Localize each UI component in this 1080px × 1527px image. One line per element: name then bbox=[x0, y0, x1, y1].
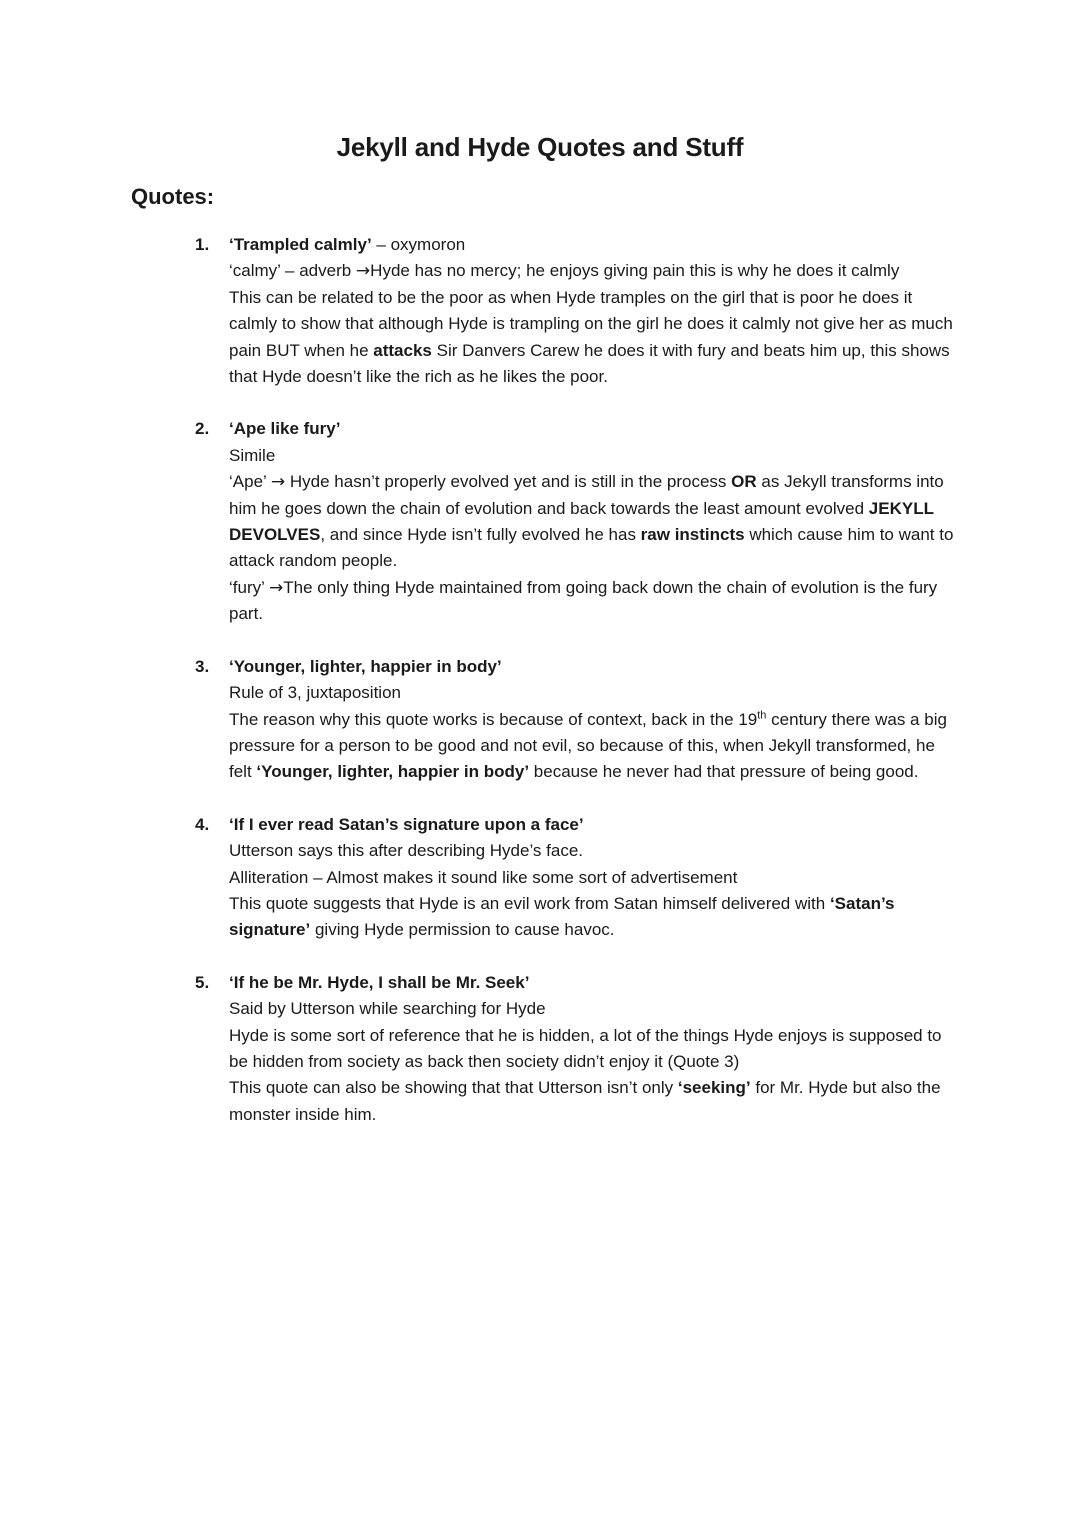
analysis-text: Sir Danvers Carew he does it with fury and beats him up, this shows that Hyde doesn’t like the rich as he likes the poor. bbox=[229, 340, 950, 387]
analysis-text: because he never had that pressure of being good. bbox=[529, 762, 919, 782]
quote-text: ‘If he be Mr. Hyde, I shall be Mr. Seek’ bbox=[229, 972, 530, 992]
quote-technique: – oxymoron bbox=[371, 235, 466, 254]
analysis-paragraph bbox=[229, 575, 954, 628]
quote-context: Utterson says this after describing Hyde’s face. bbox=[229, 841, 584, 861]
analysis-text: , and since Hyde isn’t fully evolved he has bbox=[320, 525, 641, 545]
quote-text: ‘If I ever read Satan’s signature upon a face’ bbox=[229, 814, 584, 834]
quote-technique: Rule of 3, juxtaposition bbox=[229, 683, 401, 703]
analysis-paragraph: Hyde is some sort of reference that he is hidden, a lot of the things Hyde enjoys is supposed to be hidden from society as back then society didn’t enjoy it (Quote 3) bbox=[229, 1025, 942, 1071]
quote-text: ‘Younger, lighter, happier in body’ bbox=[229, 656, 502, 676]
analysis-text: The only thing Hyde maintained from going back down the chain of evolution is the fury part. bbox=[229, 577, 938, 624]
analysis-text: giving Hyde permission to cause havoc. bbox=[310, 920, 615, 940]
quote-number: 2. bbox=[195, 419, 210, 439]
quote-list bbox=[0, 232, 1080, 1154]
emphasis-text: ‘Satan’s signature’ bbox=[229, 893, 895, 940]
quote-text: ‘Trampled calmly’ bbox=[229, 235, 372, 254]
analysis-text: Hyde has no mercy; he enjoys giving pain this is why he does it calmly bbox=[370, 261, 900, 281]
analysis-word: ‘Ape’ bbox=[229, 472, 271, 492]
analysis-paragraph bbox=[229, 469, 954, 575]
analysis-text: as Jekyll transforms into him he goes down the chain of evolution and back towards the least amount evolved bbox=[229, 472, 944, 518]
analysis-text: This quote can also be showing that that Utterson isn’t only bbox=[229, 1078, 678, 1098]
quote-body bbox=[229, 812, 954, 944]
analysis-word: ‘calmy’ – adverb bbox=[229, 261, 356, 281]
quote-item-2 bbox=[0, 416, 1080, 627]
analysis-line bbox=[229, 258, 954, 284]
quote-number: 5. bbox=[195, 972, 210, 992]
analysis-paragraph bbox=[229, 707, 954, 786]
emphasis-text: OR bbox=[731, 472, 757, 492]
arrow-right-icon: → bbox=[355, 261, 371, 282]
quote-technique: Alliteration – Almost makes it sound like some sort of advertisement bbox=[229, 867, 738, 887]
quote-item-1 bbox=[0, 232, 1080, 390]
quote-body bbox=[229, 970, 954, 1128]
quote-context: Said by Utterson while searching for Hyde bbox=[229, 999, 546, 1019]
quote-body bbox=[229, 232, 954, 390]
quote-item-3 bbox=[0, 654, 1080, 786]
section-heading: Quotes: bbox=[131, 184, 215, 209]
quote-item-4 bbox=[0, 812, 1080, 944]
emphasis-text: ‘Younger, lighter, happier in body’ bbox=[256, 762, 530, 782]
analysis-text: This quote suggests that Hyde is an evil work from Satan himself delivered with bbox=[229, 893, 830, 913]
superscript: th bbox=[757, 708, 767, 721]
analysis-text: which cause him to want to attack random people. bbox=[229, 525, 954, 571]
emphasis-text: raw instincts bbox=[640, 525, 745, 545]
quote-technique: Simile bbox=[229, 445, 276, 465]
analysis-paragraph bbox=[229, 891, 954, 944]
analysis-text: This can be related to be the poor as when Hyde tramples on the girl that is poor he does it calmly to show that although Hyde is trampling on the girl he does it calmly not give her as much pain BUT when he bbox=[229, 287, 953, 360]
quote-number: 4. bbox=[195, 814, 210, 834]
analysis-word: ‘fury’ bbox=[229, 577, 269, 597]
document-title: Jekyll and Hyde Quotes and Stuff bbox=[336, 132, 744, 162]
quote-body bbox=[229, 654, 954, 786]
quote-number: 1. bbox=[195, 235, 210, 254]
quote-line bbox=[229, 232, 954, 258]
emphasis-text: attacks bbox=[373, 340, 432, 360]
analysis-paragraph bbox=[229, 1075, 954, 1128]
quote-number: 3. bbox=[195, 656, 210, 676]
analysis-text: century there was a big pressure for a person to be good and not evil, so because of this, when Jekyll transformed, he felt bbox=[229, 709, 947, 782]
emphasis-text: JEKYLL DEVOLVES bbox=[229, 498, 934, 545]
arrow-right-icon: → bbox=[269, 577, 284, 598]
analysis-text: Hyde hasn’t properly evolved yet and is still in the process bbox=[285, 472, 732, 492]
quote-text: ‘Ape like fury’ bbox=[229, 419, 341, 439]
quote-body bbox=[229, 416, 954, 627]
analysis-text: for Mr. Hyde but also the monster inside him. bbox=[229, 1078, 941, 1124]
arrow-right-icon: → bbox=[270, 472, 286, 493]
analysis-text: The reason why this quote works is because of context, back in the 19 bbox=[229, 709, 758, 729]
quote-item-5 bbox=[0, 970, 1080, 1128]
emphasis-text: ‘seeking’ bbox=[677, 1078, 751, 1098]
analysis-paragraph bbox=[229, 285, 954, 391]
